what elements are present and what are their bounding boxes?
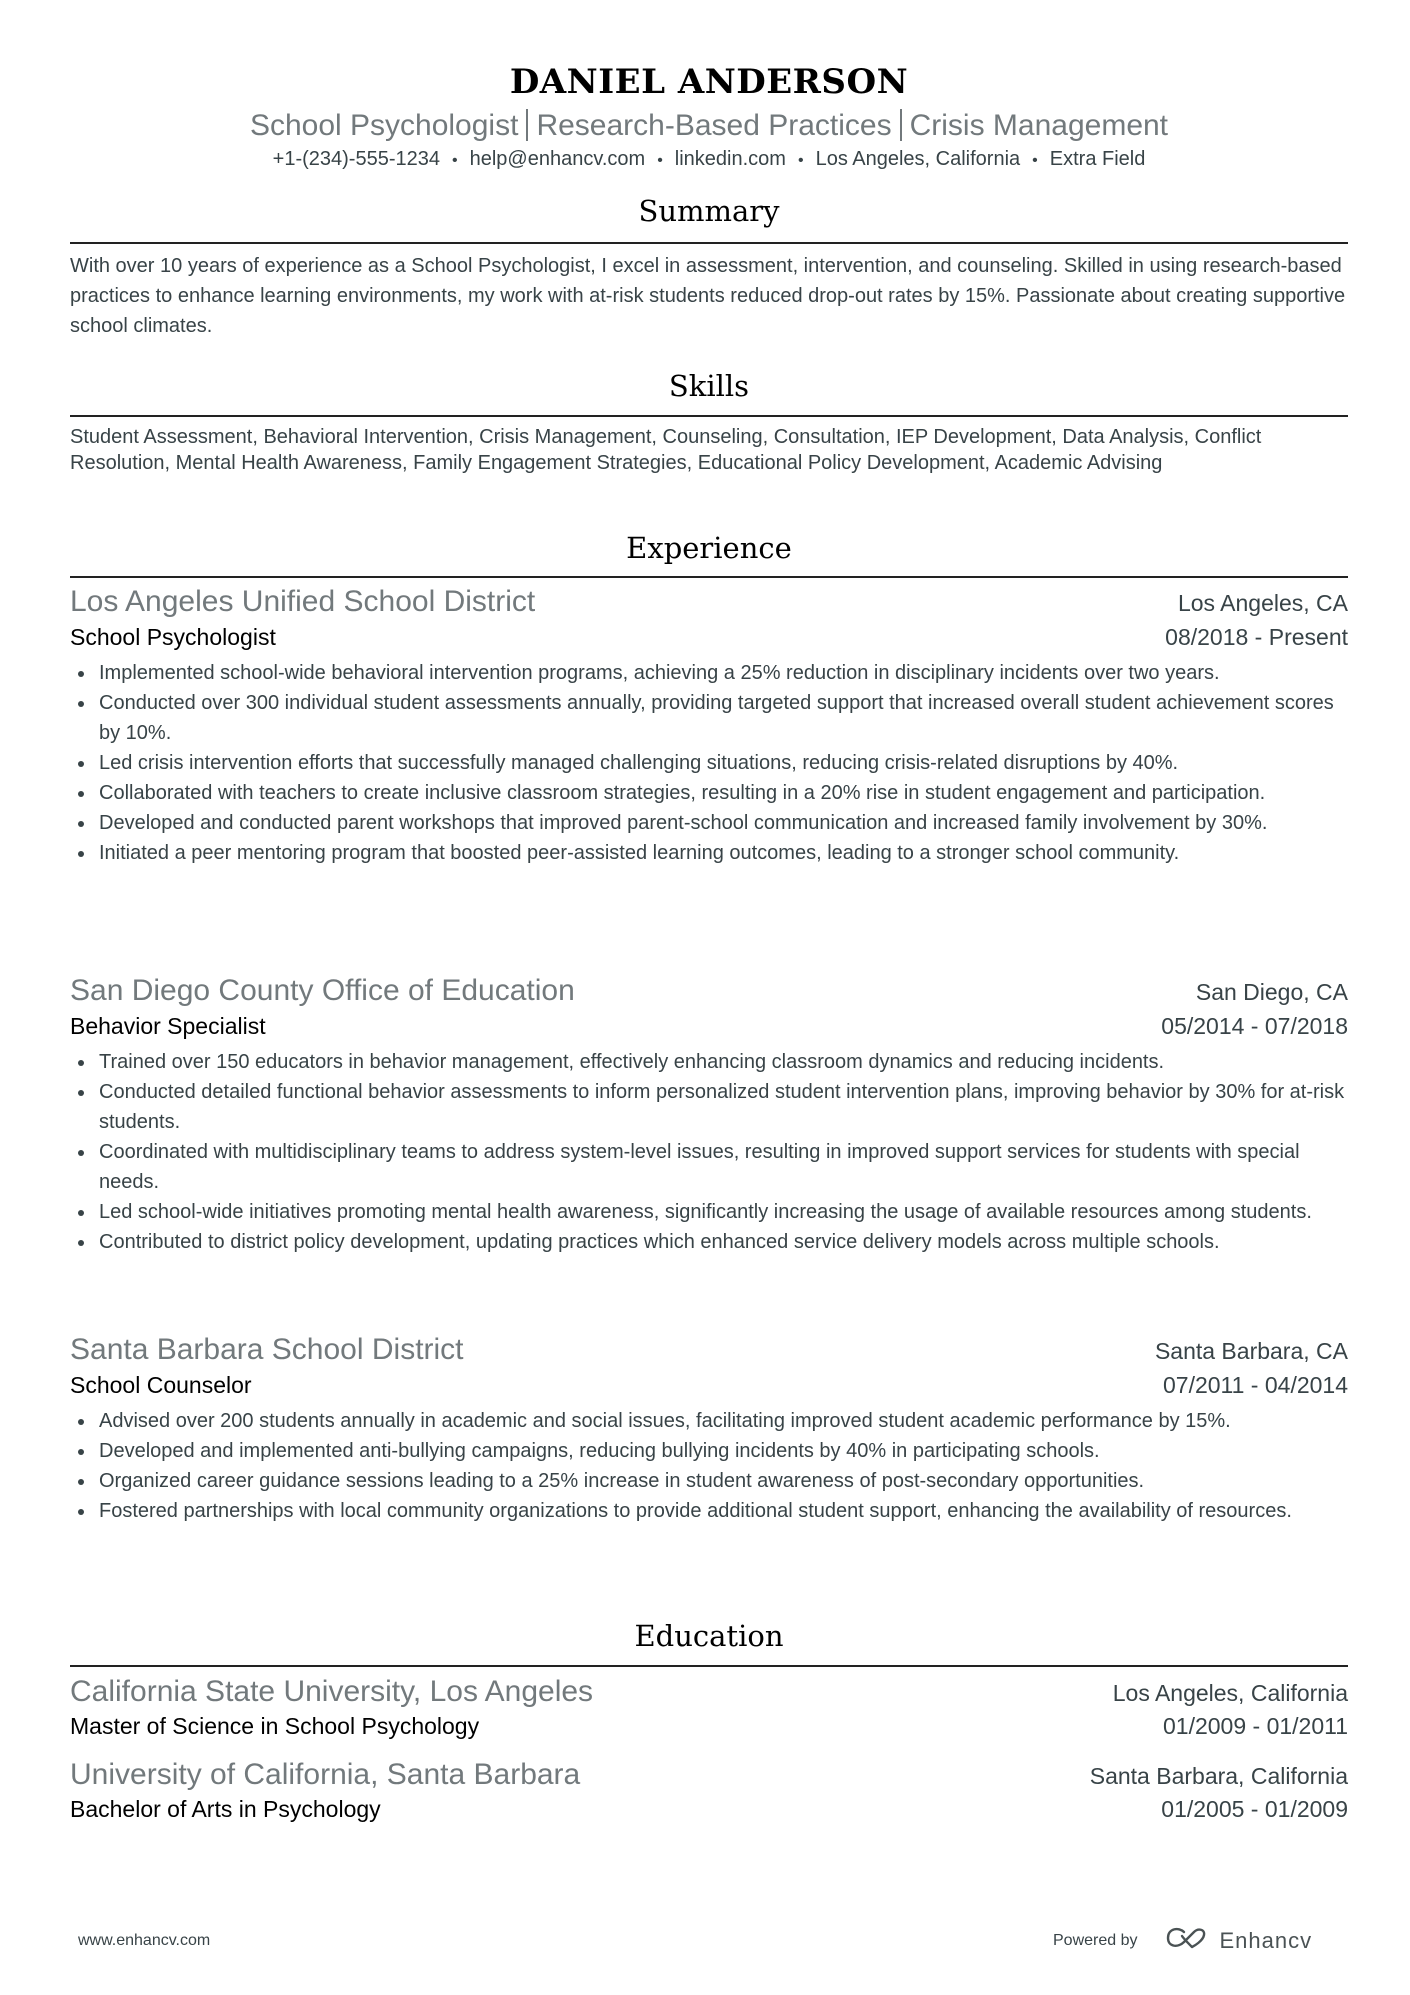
list-item: Advised over 200 students annually in academic and social issues, facilitating improved student academic performance by 15%. xyxy=(70,1406,1348,1436)
list-item: Conducted over 300 individual student assessments annually, providing targeted support that increased overall student achievement scores by 10%. xyxy=(70,688,1348,748)
education-subheader xyxy=(70,1794,1348,1824)
list-item: Conducted detailed functional behavior assessments to inform personalized student intervention plans, improving behavior by 30% for at-risk students. xyxy=(70,1077,1348,1137)
divider xyxy=(526,109,528,141)
summary-text: With over 10 years of experience as a School Psychologist, I excel in assessment, intervention, and counseling. Skilled in using research-based practices to enhance learning environments, my work with at-risk students reduced drop-out rates by 15%. Passionate about creating supportive school climates. xyxy=(70,255,1346,337)
section-title-summary: Summary xyxy=(638,194,780,228)
school-name: California State University, Los Angeles xyxy=(70,1675,594,1708)
headline-item: Research-Based Practices xyxy=(536,109,892,142)
education-header xyxy=(70,1673,1348,1711)
bullet-separator: • xyxy=(797,152,804,169)
job-location: Santa Barbara, CA xyxy=(1154,1338,1348,1364)
divider xyxy=(900,109,902,141)
headline-item: School Psychologist xyxy=(249,109,519,142)
job-dates: 07/2011 - 04/2014 xyxy=(1162,1372,1348,1398)
skills-list: Student Assessment, Behavioral Intervention, Crisis Management, Counseling, Consultation, IEP Development, Data Analysis, Conflict Resolution, Mental Health Awareness, Family Engagement Strategies, Educational Policy Development, Academic Advising xyxy=(70,426,1262,474)
job-subheader xyxy=(70,1011,1348,1041)
section-title-experience: Experience xyxy=(626,531,792,565)
job-location: San Diego, CA xyxy=(1195,979,1348,1005)
job-title: School Psychologist xyxy=(70,624,276,650)
powered-by-label: Powered by xyxy=(1053,1931,1138,1949)
school-location: Los Angeles, California xyxy=(1112,1680,1348,1706)
section-divider xyxy=(70,415,1348,417)
list-item: Trained over 150 educators in behavior management, effectively enhancing classroom dynamics and reducing incidents. xyxy=(70,1047,1348,1077)
job-header xyxy=(70,1331,1348,1369)
headline-item: Crisis Management xyxy=(909,109,1169,142)
extra-field: Extra Field xyxy=(1049,148,1146,170)
education-dates: 01/2009 - 01/2011 xyxy=(1162,1713,1348,1739)
job-bullets xyxy=(70,1047,1348,1257)
job-title: School Counselor xyxy=(70,1372,252,1398)
job-bullets xyxy=(70,1406,1348,1526)
brand-name: Enhancv xyxy=(1219,1927,1313,1953)
job-dates: 05/2014 - 07/2018 xyxy=(1161,1013,1348,1039)
list-item: Developed and conducted parent workshops that improved parent-school communication and increased family involvement by 30%. xyxy=(70,808,1348,838)
job-title: Behavior Specialist xyxy=(70,1013,266,1039)
job-dates: 08/2018 - Present xyxy=(1165,624,1348,650)
footer-website-link[interactable]: www.enhancv.com xyxy=(78,1932,211,1949)
bullet-separator: • xyxy=(451,152,458,169)
company-name: San Diego County Office of Education xyxy=(70,974,575,1007)
candidate-name: DANIEL ANDERSON xyxy=(509,62,909,102)
section-divider xyxy=(70,576,1348,578)
bullet-separator: • xyxy=(1032,152,1038,169)
linkedin-link[interactable]: linkedin.com xyxy=(674,148,786,170)
degree: Bachelor of Arts in Psychology xyxy=(70,1796,381,1822)
footer-branding[interactable] xyxy=(1053,1926,1312,1955)
section-title-education: Education xyxy=(634,1619,784,1653)
list-item: Fostered partnerships with local community organizations to provide additional student support, enhancing the availability of resources. xyxy=(70,1496,1348,1526)
job-subheader xyxy=(70,622,1348,652)
company-name: Los Angeles Unified School District xyxy=(70,585,536,618)
job-header xyxy=(70,972,1348,1010)
email-link[interactable]: help@enhancv.com xyxy=(469,148,646,170)
school-name: University of California, Santa Barbara xyxy=(70,1758,581,1791)
list-item: Initiated a peer mentoring program that boosted peer-assisted learning outcomes, leading to a stronger school community. xyxy=(70,838,1348,868)
company-name: Santa Barbara School District xyxy=(70,1333,464,1366)
section-divider xyxy=(70,242,1348,244)
list-item: Led school-wide initiatives promoting mental health awareness, significantly increasing the usage of available resources among students. xyxy=(70,1197,1348,1227)
school-location: Santa Barbara, California xyxy=(1089,1763,1348,1789)
job-subheader xyxy=(70,1370,1348,1400)
headline xyxy=(70,106,1348,146)
list-item: Developed and implemented anti-bullying campaigns, reducing bullying incidents by 40% in participating schools. xyxy=(70,1436,1348,1466)
section-title-skills: Skills xyxy=(668,369,750,403)
phone: +1-(234)-555-1234 xyxy=(272,148,440,170)
contact-info xyxy=(70,146,1348,174)
job-bullets xyxy=(70,658,1348,868)
education-header xyxy=(70,1756,1348,1794)
enhancv-logo-icon xyxy=(1164,1926,1210,1955)
list-item: Collaborated with teachers to create inclusive classroom strategies, resulting in a 20% rise in student engagement and participation. xyxy=(70,778,1348,808)
section-divider xyxy=(70,1665,1348,1667)
list-item: Organized career guidance sessions leading to a 25% increase in student awareness of post-secondary opportunities. xyxy=(70,1466,1348,1496)
list-item: Coordinated with multidisciplinary teams to address system-level issues, resulting in improved support services for students with special needs. xyxy=(70,1137,1348,1197)
list-item: Led crisis intervention efforts that successfully managed challenging situations, reducing crisis-related disruptions by 40%. xyxy=(70,748,1348,778)
job-location: Los Angeles, CA xyxy=(1177,590,1348,616)
job-header xyxy=(70,583,1348,621)
location: Los Angeles, California xyxy=(815,148,1021,170)
bullet-separator: • xyxy=(657,152,663,169)
list-item: Implemented school-wide behavioral intervention programs, achieving a 25% reduction in disciplinary incidents over two years. xyxy=(70,658,1348,688)
education-subheader xyxy=(70,1711,1348,1741)
list-item: Contributed to district policy development, updating practices which enhanced service delivery models across multiple schools. xyxy=(70,1227,1348,1257)
education-dates: 01/2005 - 01/2009 xyxy=(1161,1796,1348,1822)
degree: Master of Science in School Psychology xyxy=(70,1713,480,1739)
